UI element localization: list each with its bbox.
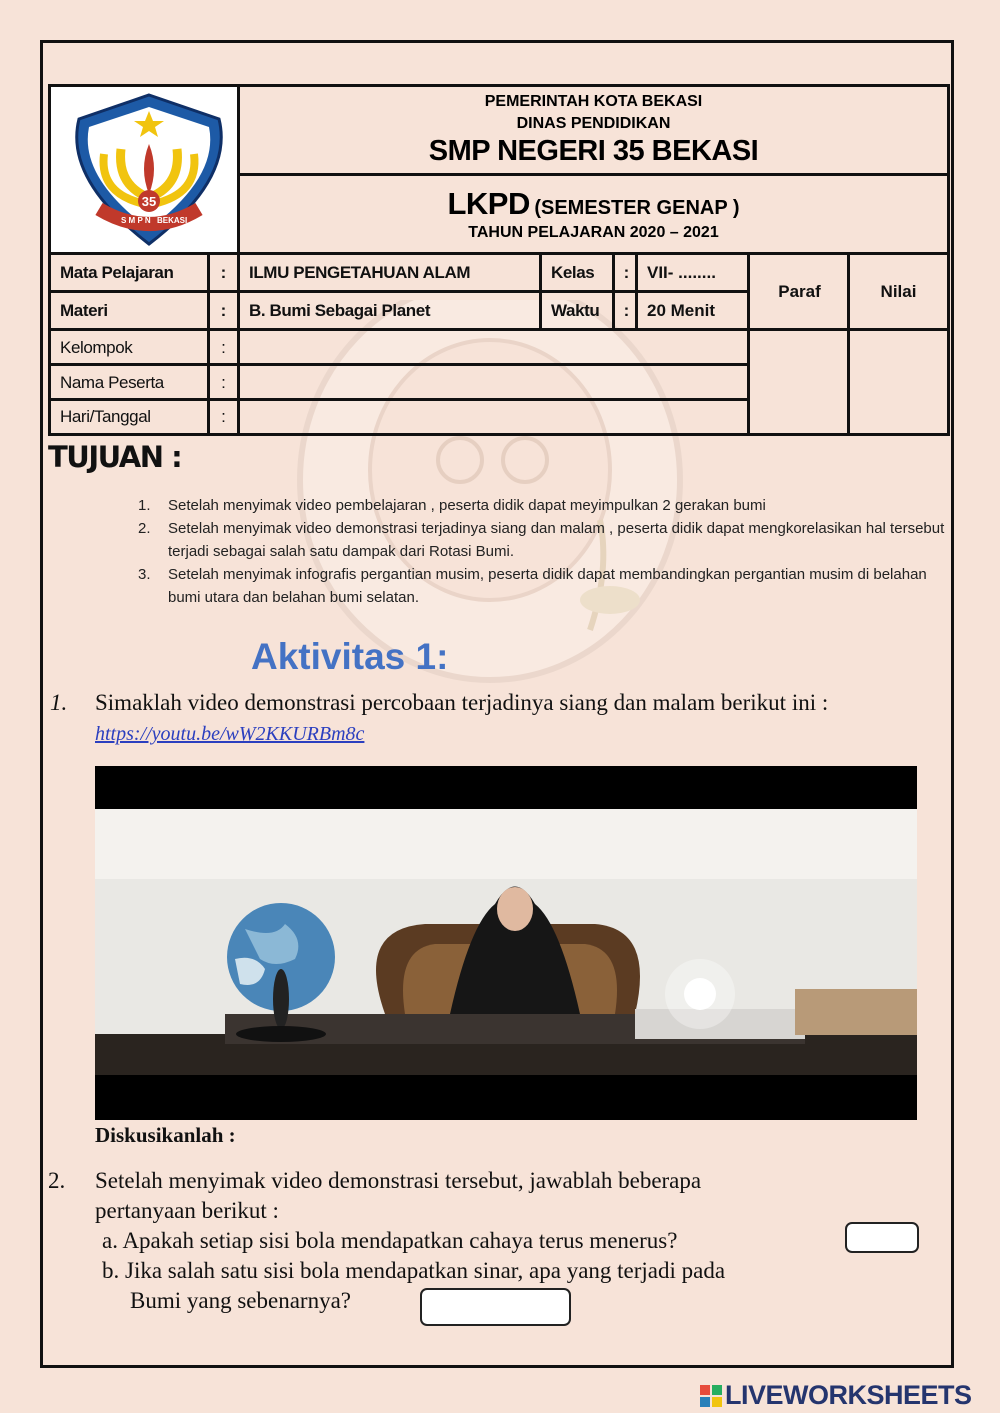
colon: :	[207, 328, 237, 365]
video-scene	[95, 809, 917, 1075]
group-label: Kelompok	[51, 328, 207, 365]
liveworksheets-watermark	[700, 1380, 972, 1411]
nilai-header: Nilai	[847, 252, 947, 328]
question-text: Simaklah video demonstrasi percobaan terjadinya siang dan malam berikut ini :	[95, 690, 829, 715]
nilai-box	[847, 328, 947, 433]
paraf-header: Paraf	[747, 252, 849, 328]
goal-item: 2. Setelah menyimak video demonstrasi terjadinya siang dan malam , peserta didik dapat mengkorelasikan hal tersebut terjadi sebagai salah satu dampak dari Rotasi Bumi.	[138, 520, 945, 560]
goal-item: 1. Setelah menyimak video pembelajaran , peserta didik dapat meyimpulkan 2 gerakan bumi	[138, 497, 766, 514]
school-year: TAHUN PELAJARAN 2020 – 2021	[468, 224, 719, 241]
topic-value: B. Bumi Sebagai Planet	[237, 290, 542, 328]
time-value: 20 Menit	[635, 290, 750, 328]
watermark-text: LIVEWORKSHEETS	[725, 1380, 972, 1410]
subject-label: Mata Pelajaran	[51, 252, 207, 290]
question-number: 1.	[50, 690, 68, 715]
semester-label: (SEMESTER GENAP )	[534, 197, 740, 219]
svg-text:S M P N: S M P N	[121, 216, 151, 225]
doc-title-block	[237, 173, 947, 253]
goals-list	[138, 494, 958, 609]
class-label: Kelas	[539, 252, 615, 290]
title-block	[237, 87, 947, 175]
subject-value: ILMU PENGETAHUAN ALAM	[237, 252, 542, 290]
svg-text:35: 35	[141, 194, 157, 209]
paraf-box	[747, 328, 849, 433]
colon: :	[207, 363, 237, 400]
video-frame	[95, 809, 917, 1075]
answer-box-a[interactable]	[845, 1222, 919, 1253]
colon: :	[207, 252, 237, 290]
school-logo	[59, 89, 239, 249]
name-input[interactable]	[237, 363, 750, 400]
name-label: Nama Peserta	[51, 363, 207, 400]
class-value: VII- ........	[635, 252, 750, 290]
liveworksheets-logo-icon	[700, 1385, 722, 1407]
colon: :	[207, 398, 237, 433]
sub-question-b-line1: b. Jika salah satu sisi bola mendapatkan sinar, apa yang terjadi pada	[102, 1258, 726, 1283]
group-input[interactable]	[237, 328, 750, 365]
video-player[interactable]	[95, 766, 917, 1120]
school-name: SMP NEGERI 35 BEKASI	[428, 135, 759, 167]
goals-heading: TUJUAN :	[48, 440, 182, 474]
video-link[interactable]: https://youtu.be/wW2KKURBm8c	[95, 723, 365, 745]
date-label: Hari/Tanggal	[51, 398, 207, 433]
doc-title: LKPD	[447, 186, 530, 221]
question-text-line1: Setelah menyimak video demonstrasi tersebut, jawablah beberapa	[95, 1168, 702, 1193]
question-number: 2.	[48, 1168, 66, 1193]
dept-name: DINAS PENDIDIKAN	[516, 115, 671, 132]
answer-box-b[interactable]	[420, 1288, 571, 1326]
date-input[interactable]	[237, 398, 750, 433]
goal-item: 3. Setelah menyimak infografis pergantian musim, peserta didik dapat membandingkan pergantian musim di belahan bumi utara dan belahan bumi selatan.	[138, 566, 927, 606]
gov-name: PEMERINTAH KOTA BEKASI	[484, 93, 703, 110]
colon: :	[207, 290, 237, 328]
topic-label: Materi	[51, 290, 207, 328]
discussion-heading: Diskusikanlah :	[95, 1123, 236, 1147]
time-label: Waktu	[539, 290, 615, 328]
colon: :	[612, 290, 638, 328]
svg-text:BEKASI: BEKASI	[157, 216, 188, 225]
sub-question-b-line2: Bumi yang sebenarnya?	[130, 1288, 351, 1313]
colon: :	[612, 252, 638, 290]
question-text-line2: pertanyaan berikut :	[95, 1198, 279, 1223]
activity-title: Aktivitas 1:	[251, 636, 449, 677]
school-logo-cell	[51, 87, 240, 252]
sub-question-a: a. Apakah setiap sisi bola mendapatkan cahaya terus menerus?	[102, 1228, 678, 1253]
header-table	[48, 84, 950, 436]
